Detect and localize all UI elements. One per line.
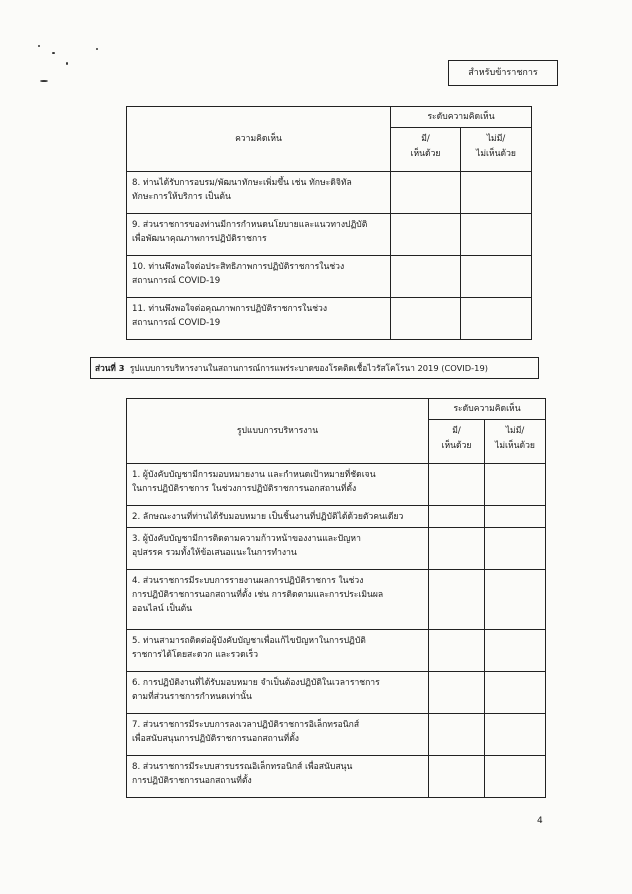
question-text: 6. การปฏิบัติงานที่ได้รับมอบหมาย จำเป็นต้องปฏิบัติในเวลาราชการ ตามที่ส่วนราชการกำหนดเท่านั้น <box>127 672 429 714</box>
option-agree-header: มี/ เห็นด้วย <box>429 420 485 464</box>
disagree-checkbox-cell[interactable] <box>461 256 532 298</box>
question-text: 2. ลักษณะงานที่ท่านได้รับมอบหมาย เป็นชิ้นงานที่ปฏิบัติได้ด้วยตัวคนเดียว <box>127 506 429 528</box>
agree-checkbox-cell[interactable] <box>429 506 485 528</box>
question-text: 11. ท่านพึงพอใจต่อคุณภาพการปฏิบัติราชการในช่วง สถานการณ์ COVID-19 <box>127 298 391 340</box>
option-disagree-header: ไม่มี/ ไม่เห็นด้วย <box>461 128 532 172</box>
question-text: 3. ผู้บังคับบัญชามีการติดตามความก้าวหน้าของงานและปัญหา อุปสรรค รวมทั้งให้ข้อเสนอแนะในการทำงาน <box>127 528 429 570</box>
option-disagree-header: ไม่มี/ ไม่เห็นด้วย <box>485 420 546 464</box>
section-3-title: รูปแบบการบริหารงานในสถานการณ์การแพร่ระบาดของโรคติดเชื้อไวรัสโคโรนา 2019 (COVID-19) <box>129 363 488 373</box>
opinion-header: ความคิดเห็น <box>127 107 391 172</box>
disagree-checkbox-cell[interactable] <box>485 756 546 798</box>
disagree-checkbox-cell[interactable] <box>485 528 546 570</box>
question-text: 10. ท่านพึงพอใจต่อประสิทธิภาพการปฏิบัติราชการในช่วง สถานการณ์ COVID-19 <box>127 256 391 298</box>
agree-checkbox-cell[interactable] <box>429 570 485 630</box>
question-text: 7. ส่วนราชการมีระบบการลงเวลาปฏิบัติราชการอิเล็กทรอนิกส์ เพื่อสนับสนุนการปฏิบัติราชการนอกสถานที่ตั้ง <box>127 714 429 756</box>
section-3-label: ส่วนที่ 3 <box>95 363 125 373</box>
opinion-level-header: ระดับความคิดเห็น <box>391 107 532 128</box>
question-text: 8. ส่วนราชการมีระบบสารบรรณอิเล็กทรอนิกส์ เพื่อสนับสนุน การปฏิบัติราชการนอกสถานที่ตั้ง <box>127 756 429 798</box>
question-text: 9. ส่วนราชการของท่านมีการกำหนดนโยบายและแนวทางปฏิบัติ เพื่อพัฒนาคุณภาพการปฏิบัติราชการ <box>127 214 391 256</box>
opinion-table-2 <box>126 398 546 798</box>
option-agree-header: มี/ เห็นด้วย <box>391 128 461 172</box>
scan-speck <box>96 48 98 50</box>
office-label: สำหรับข้าราชการ <box>448 60 558 86</box>
agree-checkbox-cell[interactable] <box>391 298 461 340</box>
agree-checkbox-cell[interactable] <box>429 756 485 798</box>
disagree-checkbox-cell[interactable] <box>485 570 546 630</box>
agree-checkbox-cell[interactable] <box>391 172 461 214</box>
question-text: 1. ผู้บังคับบัญชามีการมอบหมายงาน และกำหนดเป้าหมายที่ชัดเจน ในการปฏิบัติราชการ ในช่วงการปฏิบัติราชการนอกสถานที่ตั้ง <box>127 464 429 506</box>
disagree-checkbox-cell[interactable] <box>461 172 532 214</box>
page-number: 4 <box>537 816 543 826</box>
disagree-checkbox-cell[interactable] <box>485 464 546 506</box>
agree-checkbox-cell[interactable] <box>429 714 485 756</box>
scan-speck <box>40 80 48 82</box>
opinion-table-1 <box>126 106 532 340</box>
question-text: 4. ส่วนราชการมีระบบการรายงานผลการปฏิบัติราชการ ในช่วง การปฏิบัติราชการนอกสถานที่ตั้ง เช่น การติดตามและการประเมินผล ออนไลน์ เป็นต้น <box>127 570 429 630</box>
scan-speck <box>38 45 40 47</box>
question-text: 5. ท่านสามารถติดต่อผู้บังคับบัญชาเพื่อแก้ไขปัญหาในการปฏิบัติ ราชการได้โดยสะดวก และรวดเร็ว <box>127 630 429 672</box>
disagree-checkbox-cell[interactable] <box>461 298 532 340</box>
agree-checkbox-cell[interactable] <box>391 214 461 256</box>
agree-checkbox-cell[interactable] <box>429 464 485 506</box>
agree-checkbox-cell[interactable] <box>429 630 485 672</box>
disagree-checkbox-cell[interactable] <box>461 214 532 256</box>
opinion-level-header: ระดับความคิดเห็น <box>429 399 546 420</box>
disagree-checkbox-cell[interactable] <box>485 714 546 756</box>
agree-checkbox-cell[interactable] <box>391 256 461 298</box>
question-text: 8. ท่านได้รับการอบรม/พัฒนาทักษะเพิ่มขึ้น เช่น ทักษะดิจิทัล ทักษะการให้บริการ เป็นต้น <box>127 172 391 214</box>
disagree-checkbox-cell[interactable] <box>485 630 546 672</box>
agree-checkbox-cell[interactable] <box>429 528 485 570</box>
management-header: รูปแบบการบริหารงาน <box>127 399 429 464</box>
disagree-checkbox-cell[interactable] <box>485 506 546 528</box>
scan-speck <box>52 52 55 54</box>
agree-checkbox-cell[interactable] <box>429 672 485 714</box>
scan-speck <box>66 62 68 65</box>
section-3-heading <box>90 357 539 379</box>
disagree-checkbox-cell[interactable] <box>485 672 546 714</box>
